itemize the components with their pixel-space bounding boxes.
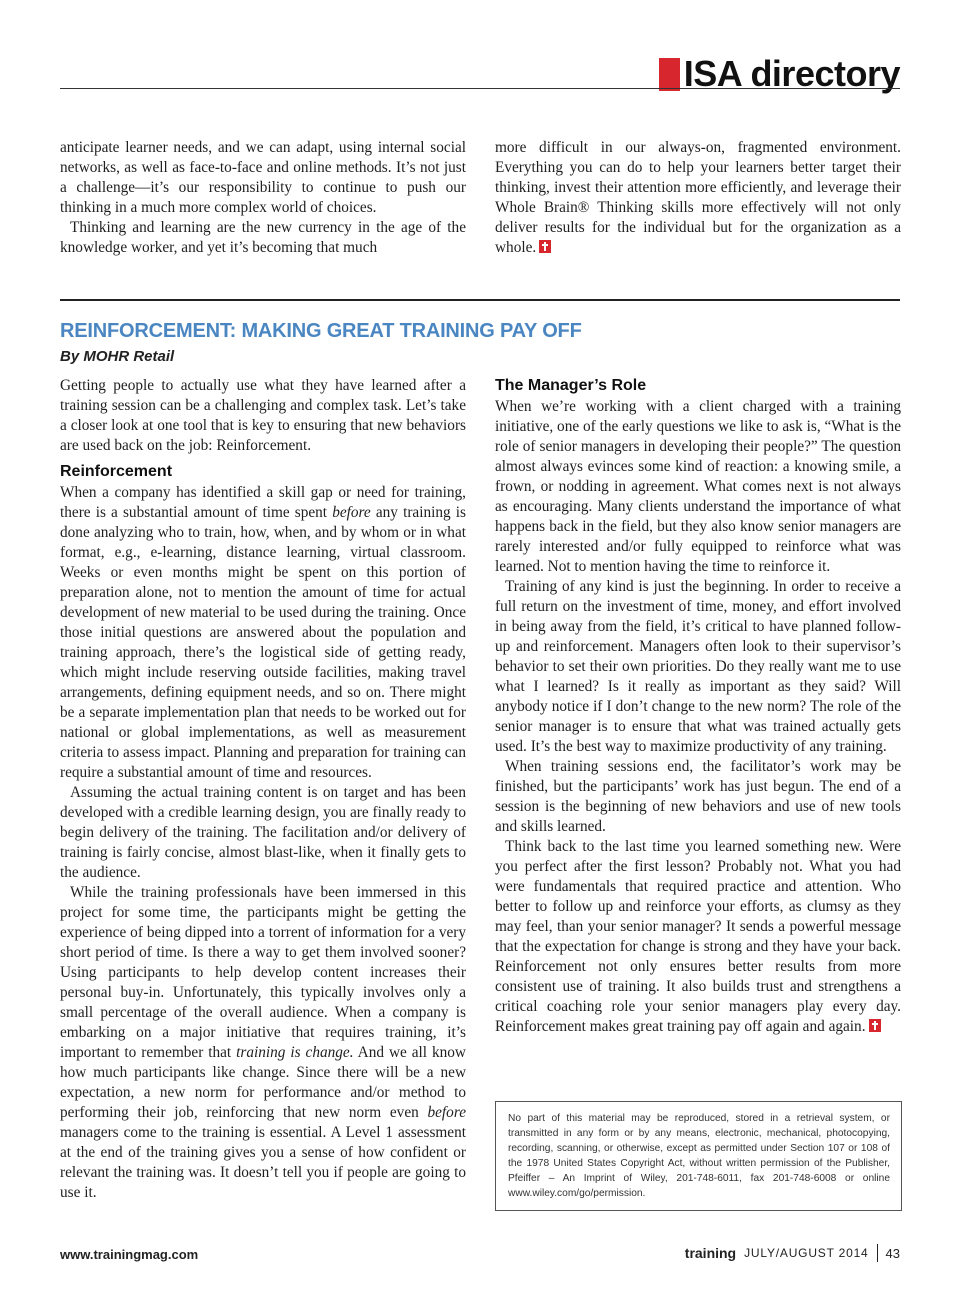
paragraph <box>60 483 466 783</box>
section-marker-icon <box>659 58 680 91</box>
top-article-left-column <box>60 138 466 258</box>
intro-paragraph: Getting people to actually use what they have learned after a training session can be a challenging and complex task. Let’s take a closer look at one tool that is key to ensuring that new behaviors are used back on the job: Reinforcement. <box>60 377 466 454</box>
paragraph-text: Think back to the last time you learned something new. Were you perfect after the first lesson? Probably not. What you had were fundamentals that required practice and attention. Who better to follow up and reinforce your efforts, as clumsy as they may feel, than your senior manager? It sends a powerful message that the expectation for change is strong and they have your back. Reinforcement not only ensures better results from more consistent use of training. It also builds trust and strengthens a critical coaching role your senior managers play every day. Reinforcement makes great training pay off again and again. <box>495 838 901 1035</box>
training-t-icon <box>539 240 551 253</box>
text-run: any training is done analyzing who to train, how, when, and by whom or in what format, e.g., e-learning, distance learning, virtual classroom. Weeks or even months might be spent on this portion of preparation alone, not to mention the amount of time for actual development of new material to be used during the training. Once those initial questions are answered about the population and training approach, there’s the logistical side of getting ready, which might include reserving outside facilities, making travel arrangements, defining equipment needs, and so on. There might be a separate implementation plan that needs to be worked out for national or global implementations, as well as measurement criteria to assess impact. Planning and preparation for training can require a substantial amount of time and resources. <box>60 504 466 781</box>
training-t-icon <box>869 1019 881 1032</box>
paragraph: Training of any kind is just the beginning. In order to receive a full return on the investment of time, money, and effort involved in being away from the field, it’s critical to have planned follow-up and reinforcement. Managers often look to their supervisor’s behavior to set their own priorities. Do they really want me to use what I learned? Is it really as important as they said? Will anybody notice if I don’t change to the new norm? The role of the senior manager is to ensure that what was trained actually gets used. It’s the best way to maximize productivity of any training. <box>495 578 901 755</box>
paragraph: Thinking and learning are the new currency in the age of the knowledge worker, and yet it’s becoming that much <box>60 219 466 256</box>
paragraph <box>495 837 901 1037</box>
section-title: ISA directory <box>683 53 900 94</box>
paragraph <box>495 138 901 258</box>
article-title: REINFORCEMENT: MAKING GREAT TRAINING PAY OFF <box>60 320 582 342</box>
subheading-managers-role: The Manager’s Role <box>495 377 647 394</box>
copyright-notice: No part of this material may be reproduced, stored in a retrieval system, or transmitted in any form or by any means, electronic, mechanical, photocopying, recording, scanning, or otherwise, except as permitted under Section 107 or 108 of the 1978 United States Copyright Act, without written permission of the Publisher, Pfeiffer – An Imprint of Wiley, 201-748-6011, fax 201-748-6008 or online www.wiley.com/go/permission. <box>495 1101 902 1211</box>
text-run: When a company has identified a skill gap or need for training, there is a substantial amount of time spent <box>60 484 466 521</box>
paragraph-text: more difficult in our always-on, fragmented environment. Everything you can do to help your learners better target their thinking, invest their attention more efficiently, and leverage their Whole Brain® Thinking skills more effectively will not only deliver results for the individual but for the organization as a whole. <box>495 139 901 256</box>
footer-url: www.trainingmag.com <box>60 1247 199 1262</box>
page-number: 43 <box>885 1245 900 1261</box>
text-run: While the training professionals have been immersed in this project for some time, the participants might be getting the experience of being dipped into a torrent of information for a very short period of time. Is there a way to get them involved sooner? Using participants to help develop content increases their personal buy-in. Unfortunately, this typically involves only a small percentage of the overall audience. When a company is embarking on a major initiative that requires training, it’s important to remember that <box>60 884 466 1061</box>
text-run: And we all know how much participants like change. Since there will be a new expectation, a new norm for performance and/or method to performing their job, reinforcing that new norm even <box>60 1044 466 1121</box>
top-article-right-column <box>495 138 901 258</box>
footer-issue: JULY/AUGUST 2014 <box>744 1246 869 1260</box>
emphasis: before <box>427 1104 466 1121</box>
emphasis: before <box>332 504 371 521</box>
paragraph: When we’re working with a client charged with a training initiative, one of the early questions we like to ask is, “What is the role of senior managers in developing their people?” The question almost always evinces some kind of reaction: a knowing smile, a frown, or nodding in agreement. What comes next is not always as encouraging. Many clients understand the importance of what happens back in the field, but they also know senior managers are rarely interested and/or fully equipped to reinforce what was learned. Not to mention having the time to reinforce it. <box>495 398 901 575</box>
article-right-column <box>495 375 901 1037</box>
paragraph: anticipate learner needs, and we can adapt, using internal social networks, as well as face-to-face and online methods. It’s not just a challenge—it’s our responsibility to continue to push our thinking in a much more complex world of choices. <box>60 139 466 216</box>
emphasis: training is change. <box>236 1044 354 1061</box>
section-divider <box>60 299 900 301</box>
article-byline: By MOHR Retail <box>60 348 175 365</box>
paragraph <box>60 883 466 1203</box>
paragraph: Assuming the actual training content is on target and has been developed with a credible learning design, you are finally ready to begin delivery of the training. The facilitation and/or delivery of training is fairly concise, almost blast-like, when it finally gets to the audience. <box>60 784 466 881</box>
article-left-column <box>60 376 466 1203</box>
footer-divider <box>877 1244 878 1262</box>
text-run: managers come to the training is essential. A Level 1 assessment at the end of the training gives you a sense of how confident or relevant the training was. It doesn’t tell you if people are going to use it. <box>60 1124 466 1201</box>
footer-magazine: training <box>684 1245 737 1261</box>
paragraph: When training sessions end, the facilitator’s work may be finished, but the participants’ work has just begun. The end of a session is the beginning of new behaviors and use of new tools and skills learned. <box>495 758 901 835</box>
footer-folio <box>685 1244 900 1262</box>
header-rule <box>60 88 900 89</box>
subheading-reinforcement: Reinforcement <box>60 463 173 480</box>
